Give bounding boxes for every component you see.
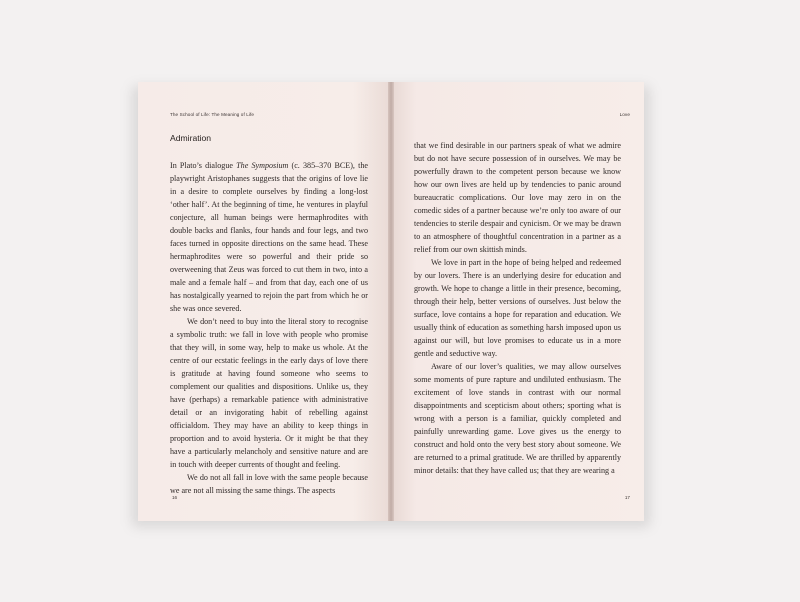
section-title: Admiration [170,133,212,143]
left-page [138,82,391,521]
page-number-left: 16 [172,495,178,500]
book-gutter [388,82,394,521]
right-page [391,82,644,521]
running-head-left: The School of Life: The Meaning of Life [170,112,255,117]
paragraph-text: In Plato’s dialogue [170,161,237,170]
paragraph: We love in part in the hope of being helped and redeemed by our lovers. There is an underlying desire for education and growth. We hope to change a little in their presence, becoming, through their help, better versions of ourselves. Just below the surface, love contains a hope for reparation and education. We usually think of education as something harsh imposed upon us against our will, but love promises to educate us in a more gentle and seductive way. [414,258,621,358]
paragraph: that we find desirable in our partners speak of what we admire but do not have secure possession of in ourselves. We may be powerfully drawn to the competent person because we know how our own lives are held up by tendencies to panic around bureaucratic complications. Our love may zero in on the comedic sides of a partner because we’re only too aware of our tendencies to sterile despair and cynicism. Or we may be drawn to an atmosphere of thoughtful concentration in a partner as a relief from our own skittish minds. [414,141,621,254]
right-page-body [414,139,621,477]
page-number-right: 17 [624,495,630,500]
left-page-body [170,159,368,497]
paragraph: We do not all fall in love with the same people because we are not all missing the same things. The aspects [170,473,368,495]
paragraph: Aware of our lover’s qualities, we may allow ourselves some moments of pure rapture and undiluted enthusiasm. The excitement of love stands in contrast with our normal disappointments and scepticism about others; sporting what is wrong with a person is a familiar, quickly completed and painfully unrewarding game. Love gives us the energy to construct and hold onto the very best story about someone. We are returned to a primal gratitude. We are thrilled by apparently minor details: that they have called us; that they are wearing a [414,362,621,475]
paragraph: We don’t need to buy into the literal story to recognise a symbolic truth: we fall in love with people who promise that they will, in some way, help to make us whole. At the centre of our ecstatic feelings in the early days of love there is gratitude at having found someone who seems to complement our qualities and dispositions. Unlike us, they have (perhaps) a remarkable patience with administrative detail or an invigorating habit of rebelling against officialdom. They may have an ability to keep things in proportion and to avoid hysteria. Or it might be that they have a particularly melancholy and sensitive nature and are in touch with deeper currents of thought and feeling. [170,317,368,469]
book-title-italic: The Symposium [236,161,289,170]
open-book [138,82,644,521]
paragraph-text: (c. 385–370 BCE), the playwright Aristophanes suggests that the origins of love lie in a desire to complete ourselves by finding a long-lost ‘other half’. At the beginning of time, he ventures in playful conjecture, all human beings were hermaphrodites with double backs and flanks, four hands and four legs, and two faces turned in opposite directions on the same head. These hermaphrodites were so powerful and their pride so overweening that Zeus was forced to cut them in two, into a male and a female half – and from that day, each one of us has nostalgically yearned to rejoin the part from which he or she was once severed. [170,161,368,313]
paragraph [170,159,368,315]
running-head-right: Love [619,112,630,117]
